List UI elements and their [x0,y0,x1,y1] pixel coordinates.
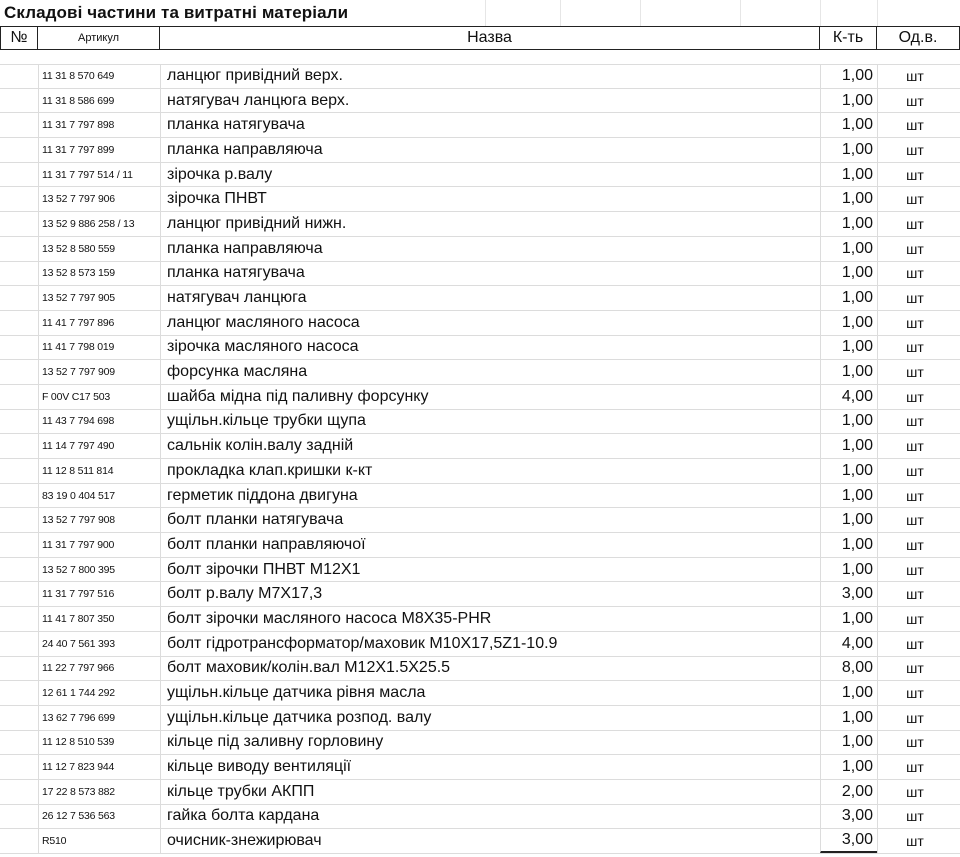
cell-qty[interactable]: 1,00 [820,558,877,582]
grid-line [560,0,561,26]
cell-num[interactable] [0,410,38,434]
cell-num[interactable] [0,212,38,236]
table-row[interactable] [0,632,960,657]
cell-article[interactable]: R510 [38,829,160,853]
cell-article[interactable]: 11 12 8 510 539 [38,731,160,755]
cell-name[interactable]: герметик піддона двигуна [160,484,820,508]
cell-article[interactable]: 13 52 7 797 909 [38,360,160,384]
cell-qty[interactable]: 1,00 [820,607,877,631]
cell-name[interactable]: очисник-знежирювач [160,829,820,853]
cell-article[interactable]: 12 61 1 744 292 [38,681,160,705]
cell-article[interactable]: 11 31 7 797 900 [38,533,160,557]
cell-name[interactable]: планка натягувача [160,262,820,286]
cell-article[interactable]: 11 31 8 570 649 [38,64,160,88]
cell-name[interactable]: ущільн.кільце датчика рівня масла [160,681,820,705]
header-name[interactable]: Назва [160,26,820,50]
cell-unit[interactable]: шт [877,113,960,137]
cell-unit[interactable]: шт [877,385,960,409]
cell-unit[interactable]: шт [877,336,960,360]
header-unit[interactable]: Од.в. [877,26,960,50]
table-row[interactable] [0,138,960,163]
cell-num[interactable] [0,459,38,483]
cell-qty[interactable]: 1,00 [820,508,877,532]
cell-num[interactable] [0,829,38,853]
cell-num[interactable] [0,607,38,631]
table-row[interactable] [0,755,960,780]
cell-num[interactable] [0,582,38,606]
cell-name[interactable]: кільце трубки АКПП [160,780,820,804]
cell-unit[interactable]: шт [877,89,960,113]
cell-name[interactable]: ущільн.кільце датчика розпод. валу [160,706,820,730]
cell-name[interactable]: ланцюг привідний верх. [160,64,820,88]
cell-qty[interactable]: 4,00 [820,385,877,409]
cell-qty[interactable]: 1,00 [820,64,877,88]
cell-num[interactable] [0,237,38,261]
table-row[interactable] [0,805,960,830]
cell-unit[interactable]: шт [877,237,960,261]
cell-name[interactable]: болт планки натягувача [160,508,820,532]
cell-qty[interactable]: 1,00 [820,706,877,730]
cell-num[interactable] [0,805,38,829]
cell-num[interactable] [0,138,38,162]
table-row[interactable] [0,434,960,459]
cell-unit[interactable]: шт [877,582,960,606]
table-row[interactable] [0,360,960,385]
cell-article[interactable]: 11 22 7 797 966 [38,657,160,681]
cell-qty[interactable]: 1,00 [820,533,877,557]
cell-unit[interactable]: шт [877,805,960,829]
cell-qty[interactable]: 1,00 [820,731,877,755]
cell-qty[interactable]: 3,00 [820,829,877,853]
cell-article[interactable]: 83 19 0 404 517 [38,484,160,508]
cell-qty[interactable]: 1,00 [820,410,877,434]
table-row[interactable] [0,64,960,89]
cell-num[interactable] [0,558,38,582]
cell-article[interactable]: 11 31 7 797 898 [38,113,160,137]
cell-unit[interactable]: шт [877,434,960,458]
header-num[interactable]: № [0,26,38,50]
table-row[interactable] [0,459,960,484]
cell-num[interactable] [0,360,38,384]
cell-num[interactable] [0,385,38,409]
table-row[interactable] [0,484,960,509]
table-row[interactable] [0,706,960,731]
table-row[interactable] [0,163,960,188]
table-row[interactable] [0,657,960,682]
cell-qty[interactable]: 1,00 [820,681,877,705]
cell-num[interactable] [0,706,38,730]
cell-qty[interactable]: 1,00 [820,113,877,137]
table-row[interactable] [0,187,960,212]
cell-unit[interactable]: шт [877,731,960,755]
cell-qty[interactable]: 1,00 [820,484,877,508]
cell-name[interactable]: ланцюг масляного насоса [160,311,820,335]
cell-qty[interactable]: 1,00 [820,459,877,483]
cell-unit[interactable]: шт [877,286,960,310]
table-row[interactable] [0,731,960,756]
table-row[interactable] [0,558,960,583]
cell-unit[interactable]: шт [877,829,960,853]
cell-article[interactable]: 11 31 8 586 699 [38,89,160,113]
cell-name[interactable]: гайка болта кардана [160,805,820,829]
table-row[interactable] [0,829,960,854]
cell-qty[interactable]: 1,00 [820,212,877,236]
cell-article[interactable]: 11 31 7 797 899 [38,138,160,162]
table-row[interactable] [0,262,960,287]
cell-unit[interactable]: шт [877,508,960,532]
cell-article[interactable]: 13 62 7 796 699 [38,706,160,730]
table-row[interactable] [0,113,960,138]
sheet-title: Складові частини та витратні матеріали [4,3,349,22]
cell-num[interactable] [0,533,38,557]
cell-qty[interactable]: 4,00 [820,632,877,656]
cell-name[interactable]: кільце виводу вентиляції [160,755,820,779]
cell-unit[interactable]: шт [877,558,960,582]
cell-article[interactable]: 11 14 7 797 490 [38,434,160,458]
cell-unit[interactable]: шт [877,632,960,656]
cell-qty[interactable]: 3,00 [820,805,877,829]
cell-qty[interactable]: 1,00 [820,187,877,211]
cell-name[interactable]: болт планки направляючої [160,533,820,557]
cell-name[interactable]: кільце під заливну горловину [160,731,820,755]
cell-qty[interactable]: 1,00 [820,89,877,113]
cell-article[interactable]: 11 41 7 797 896 [38,311,160,335]
cell-unit[interactable]: шт [877,163,960,187]
cell-unit[interactable]: шт [877,755,960,779]
cell-name[interactable]: зірочка р.валу [160,163,820,187]
cell-num[interactable] [0,89,38,113]
table-row[interactable] [0,212,960,237]
cell-unit[interactable]: шт [877,360,960,384]
cell-unit[interactable]: шт [877,681,960,705]
table-row[interactable] [0,533,960,558]
cell-unit[interactable]: шт [877,138,960,162]
cell-num[interactable] [0,286,38,310]
cell-num[interactable] [0,508,38,532]
cell-name[interactable]: болт р.валу М7Х17,3 [160,582,820,606]
cell-unit[interactable]: шт [877,187,960,211]
cell-unit[interactable]: шт [877,311,960,335]
cell-num[interactable] [0,64,38,88]
cell-qty[interactable]: 1,00 [820,311,877,335]
table-header [0,26,960,52]
cell-unit[interactable]: шт [877,484,960,508]
cell-qty[interactable]: 1,00 [820,434,877,458]
cell-unit[interactable]: шт [877,262,960,286]
cell-article[interactable]: 26 12 7 536 563 [38,805,160,829]
cell-name[interactable]: шайба мідна під паливну форсунку [160,385,820,409]
table-row[interactable] [0,582,960,607]
cell-article[interactable]: 11 41 7 807 350 [38,607,160,631]
cell-unit[interactable]: шт [877,212,960,236]
title-row [0,0,960,27]
table-row[interactable] [0,780,960,805]
cell-unit[interactable]: шт [877,706,960,730]
table-row[interactable] [0,508,960,533]
cell-name[interactable]: зірочка ПНВТ [160,187,820,211]
cell-num[interactable] [0,657,38,681]
grid-line [640,0,641,26]
cell-qty[interactable]: 1,00 [820,755,877,779]
cell-num[interactable] [0,336,38,360]
cell-qty[interactable]: 1,00 [820,360,877,384]
cell-article[interactable]: 13 52 8 580 559 [38,237,160,261]
cell-num[interactable] [0,731,38,755]
cell-unit[interactable]: шт [877,64,960,88]
cell-qty[interactable]: 3,00 [820,582,877,606]
table-row[interactable] [0,286,960,311]
cell-name[interactable]: болт зірочки ПНВТ М12Х1 [160,558,820,582]
cell-name[interactable]: зірочка масляного насоса [160,336,820,360]
cell-article[interactable]: 11 43 7 794 698 [38,410,160,434]
cell-article[interactable]: 24 40 7 561 393 [38,632,160,656]
cell-name[interactable]: болт гідротрансформатор/маховик М10Х17,5Z1-10.9 [160,632,820,656]
cell-num[interactable] [0,434,38,458]
cell-name[interactable]: ущільн.кільце трубки щупа [160,410,820,434]
cell-article[interactable]: 11 31 7 797 514 / 11 [38,163,160,187]
cell-num[interactable] [0,780,38,804]
table-row[interactable] [0,681,960,706]
cell-article[interactable]: 11 41 7 798 019 [38,336,160,360]
cell-num[interactable] [0,681,38,705]
header-qty[interactable]: К-ть [820,26,877,50]
cell-qty[interactable]: 1,00 [820,336,877,360]
cell-qty[interactable]: 8,00 [820,657,877,681]
cell-article[interactable]: 11 12 8 511 814 [38,459,160,483]
grid-line [820,0,821,26]
table-row[interactable] [0,89,960,114]
cell-num[interactable] [0,163,38,187]
cell-name[interactable]: планка направляюча [160,237,820,261]
cell-name[interactable]: ланцюг привідний нижн. [160,212,820,236]
cell-qty[interactable]: 1,00 [820,237,877,261]
cell-qty[interactable]: 1,00 [820,163,877,187]
cell-name[interactable]: планка натягувача [160,113,820,137]
cell-unit[interactable]: шт [877,459,960,483]
grid-line [485,0,486,26]
cell-num[interactable] [0,632,38,656]
table-row[interactable] [0,410,960,435]
cell-name[interactable]: прокладка клап.кришки к-кт [160,459,820,483]
cell-num[interactable] [0,484,38,508]
cell-unit[interactable]: шт [877,657,960,681]
table-row[interactable] [0,607,960,632]
table-body [0,64,960,854]
cell-name[interactable]: натягувач ланцюга верх. [160,89,820,113]
cell-unit[interactable]: шт [877,607,960,631]
cell-unit[interactable]: шт [877,533,960,557]
cell-qty[interactable]: 2,00 [820,780,877,804]
cell-name[interactable]: форсунка масляна [160,360,820,384]
cell-name[interactable]: планка направляюча [160,138,820,162]
cell-article[interactable]: 13 52 7 797 905 [38,286,160,310]
cell-article[interactable]: 11 12 7 823 944 [38,755,160,779]
cell-article[interactable]: 13 52 9 886 258 / 13 [38,212,160,236]
cell-name[interactable]: сальнік колін.валу задній [160,434,820,458]
cell-article[interactable]: F 00V C17 503 [38,385,160,409]
cell-article[interactable]: 13 52 7 800 395 [38,558,160,582]
cell-unit[interactable]: шт [877,410,960,434]
cell-article[interactable]: 13 52 8 573 159 [38,262,160,286]
grid-line [877,0,878,26]
cell-num[interactable] [0,113,38,137]
cell-qty[interactable]: 1,00 [820,138,877,162]
cell-article[interactable]: 11 31 7 797 516 [38,582,160,606]
cell-article[interactable]: 13 52 7 797 908 [38,508,160,532]
cell-name[interactable]: натягувач ланцюга [160,286,820,310]
cell-unit[interactable]: шт [877,780,960,804]
cell-num[interactable] [0,187,38,211]
table-row[interactable] [0,311,960,336]
cell-qty[interactable]: 1,00 [820,262,877,286]
cell-num[interactable] [0,311,38,335]
cell-name[interactable]: болт зірочки масляного насоса М8Х35-PHR [160,607,820,631]
cell-qty[interactable]: 1,00 [820,286,877,310]
table-row[interactable] [0,336,960,361]
cell-num[interactable] [0,755,38,779]
grid-line [740,0,741,26]
cell-article[interactable]: 17 22 8 573 882 [38,780,160,804]
table-row[interactable] [0,385,960,410]
cell-article[interactable]: 13 52 7 797 906 [38,187,160,211]
header-article[interactable]: Артикул [38,26,160,50]
table-row[interactable] [0,237,960,262]
cell-name[interactable]: болт маховик/колін.вал М12Х1.5Х25.5 [160,657,820,681]
cell-num[interactable] [0,262,38,286]
